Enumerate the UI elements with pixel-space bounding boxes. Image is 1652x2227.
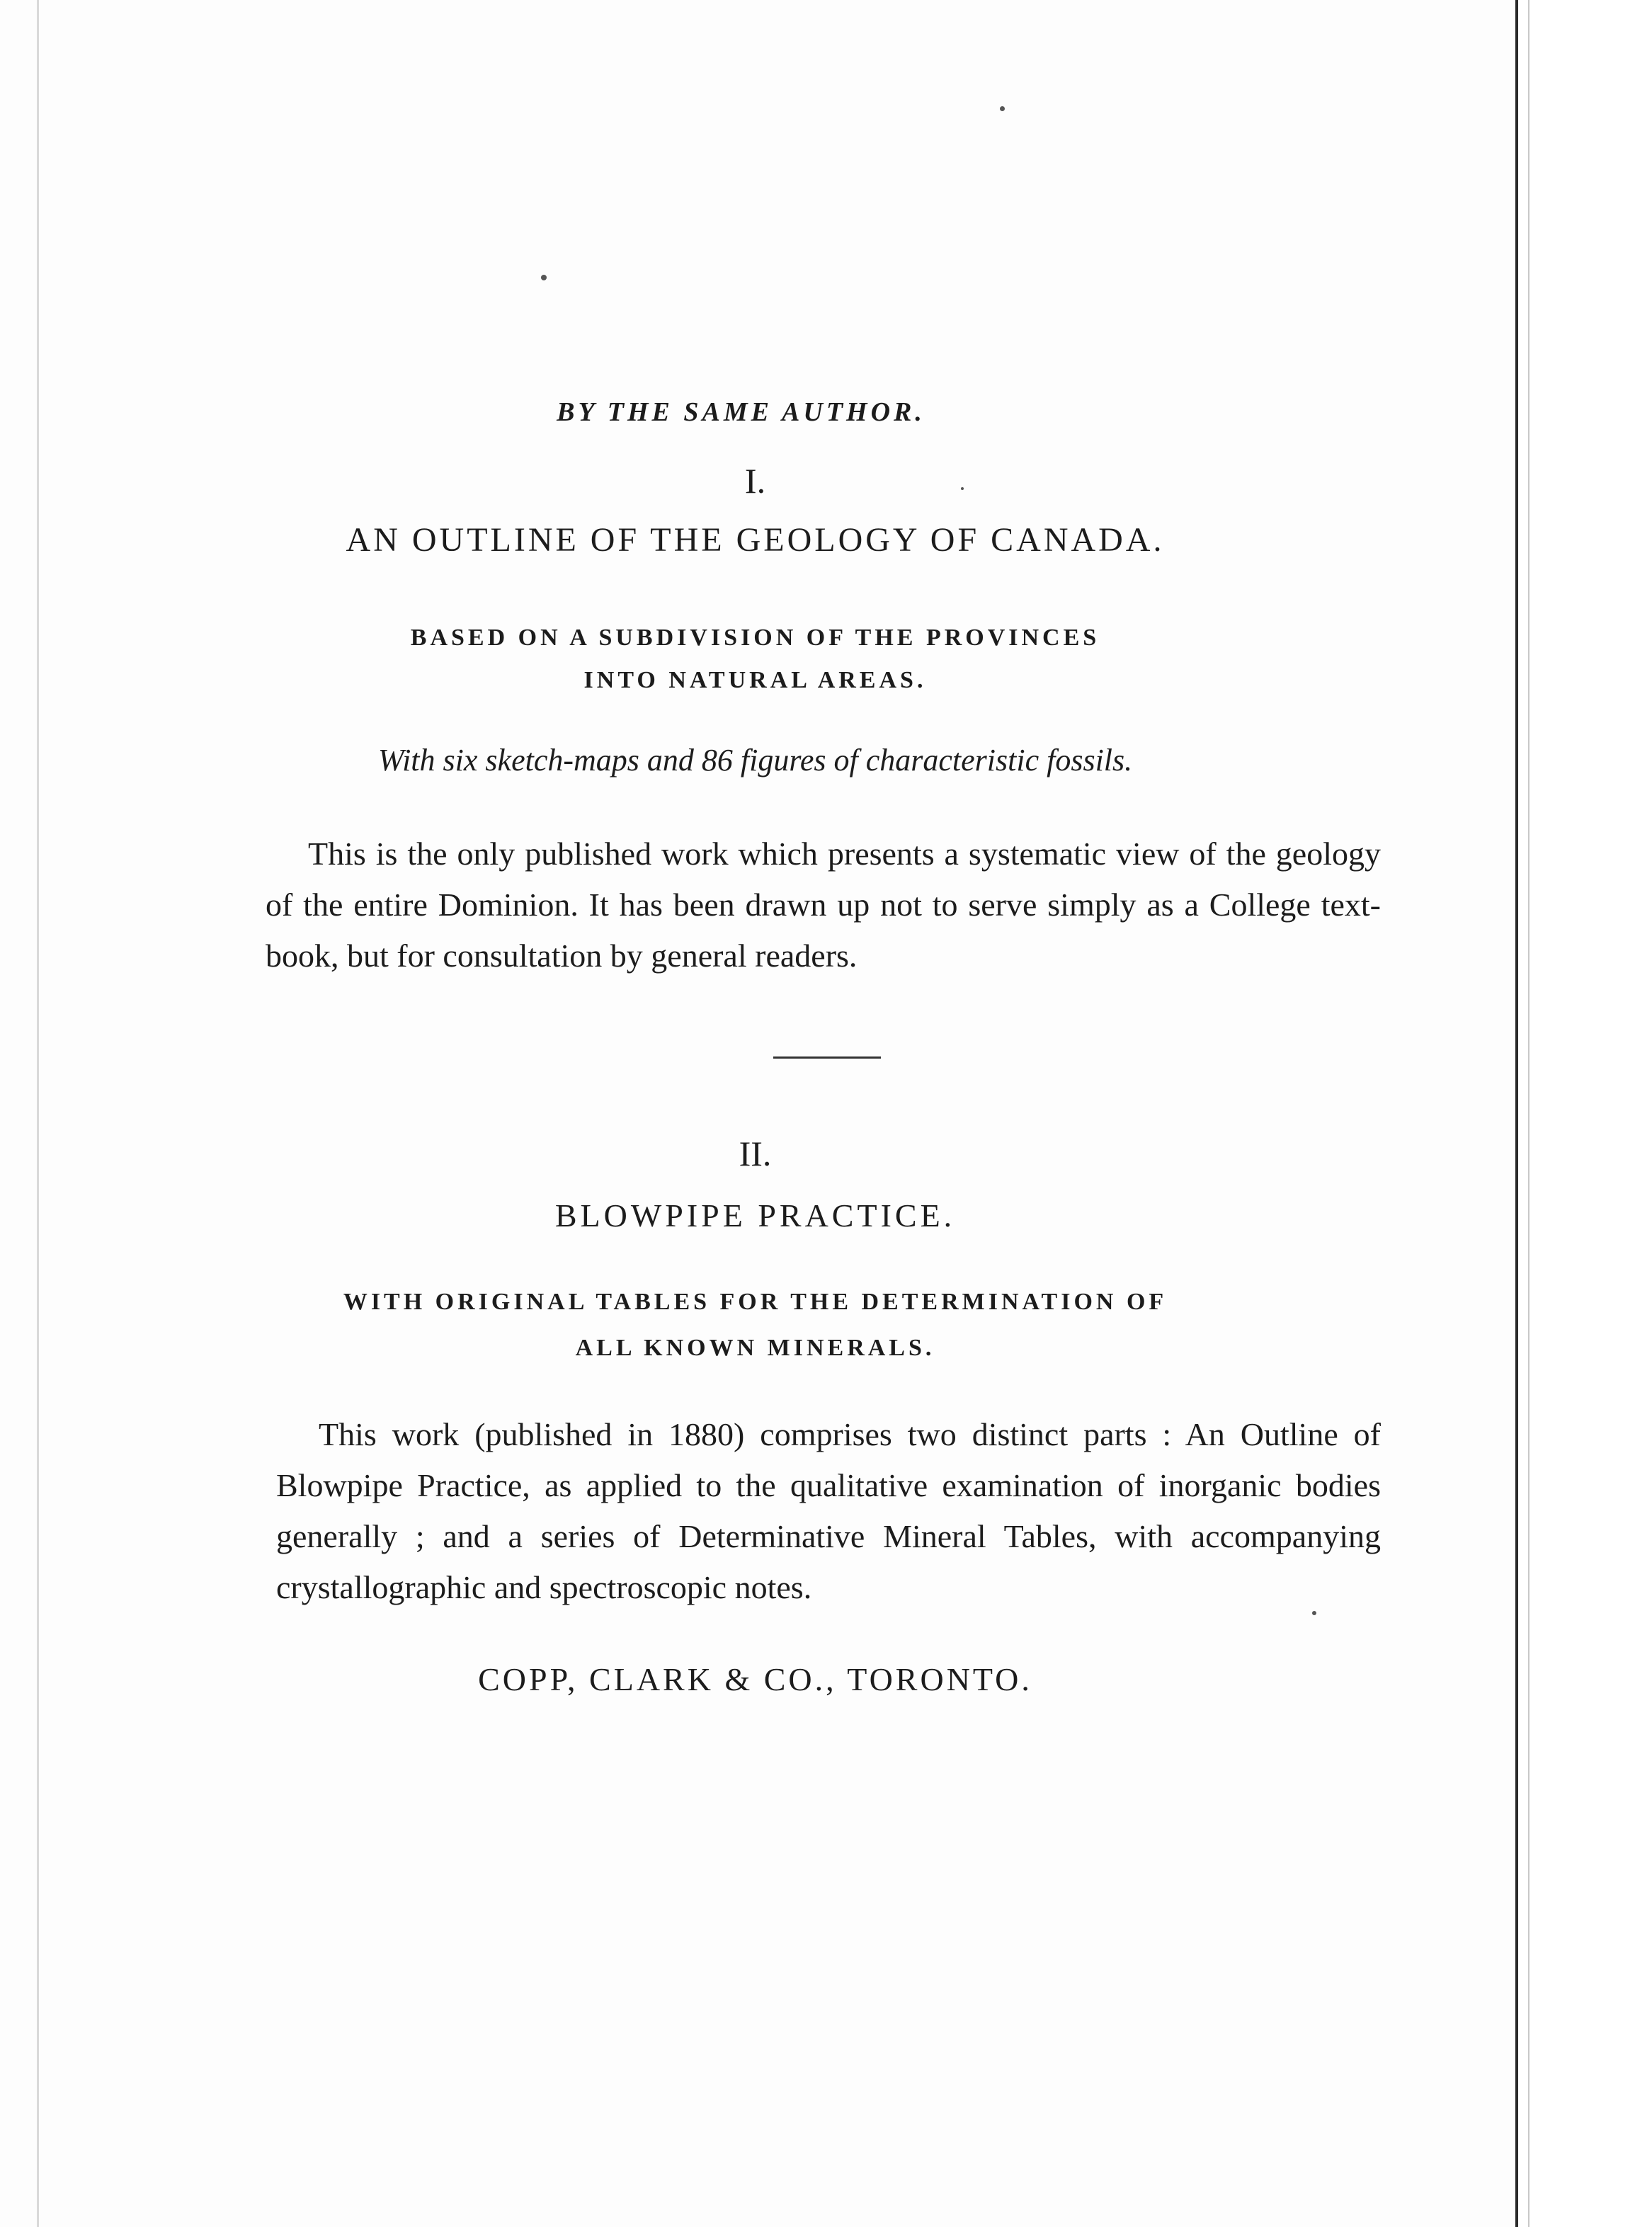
section-subtitle: ALL KNOWN MINERALS. — [575, 1335, 935, 1361]
print-speck — [541, 275, 547, 280]
section-divider — [773, 1056, 881, 1059]
section-subtitle: BASED ON A SUBDIVISION OF THE PROVINCES — [410, 625, 1100, 651]
spine-shadow-line — [1528, 0, 1529, 2227]
publisher-imprint: COPP, CLARK & CO., TORONTO. — [478, 1661, 1032, 1697]
section-description: This is the only published work which presents a systematic view of the geology of the entire Dominion. It has been drawn up not to serve simply as a College text-book, but for consultation by general readers. — [266, 836, 1381, 974]
illustration-note: With six sketch-maps and 86 figures of characteristic fossils. — [377, 743, 1133, 778]
page-left-edge — [37, 0, 39, 2227]
byline: BY THE SAME AUTHOR. — [557, 397, 925, 427]
section-numeral: I. — [744, 461, 766, 501]
section-description: This work (published in 1880) comprises two distinct parts : An Outline of Blowpipe Practice, as applied to the qualitative examination of inorganic bodies generally ; and a series of Determinative Mineral Tables, with accompanying crystallographic and spectroscopic notes. — [276, 1416, 1381, 1605]
print-speck — [1000, 106, 1005, 111]
section-subtitle: WITH ORIGINAL TABLES FOR THE DETERMINATION OF — [343, 1289, 1168, 1315]
book-spine-edge — [1515, 0, 1652, 2227]
section-title: AN OUTLINE OF THE GEOLOGY OF CANADA. — [346, 521, 1165, 559]
section-subtitle: INTO NATURAL AREAS. — [583, 667, 927, 693]
section-numeral: II. — [739, 1134, 772, 1173]
section-title: BLOWPIPE PRACTICE. — [554, 1197, 956, 1234]
